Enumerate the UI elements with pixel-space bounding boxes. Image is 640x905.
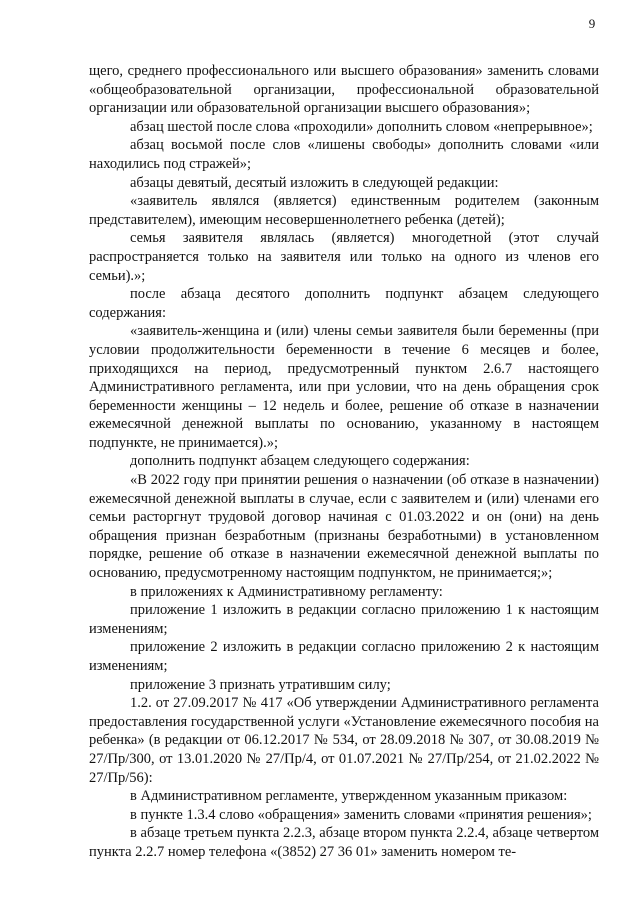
paragraph: дополнить подпункт абзацем следующего содержания: (130, 453, 470, 470)
paragraph: в абзаце третьем пункта 2.2.3, абзаце втором пункта 2.2.4, абзаце четвертом пункта 2.2.7 номер телефона «(3852) 27 36 01» заменить номером те- (89, 825, 599, 860)
paragraph: «В 2022 году при принятии решения о назначении (об отказе в назначении) ежемесячной денежной выплаты в случае, если с заявителем и (или) членами его семьи расторгнут трудовой договор начиная с 01.03.2022 и он (они) на день обращения признан безработным (признаны безработными) в установленном порядке, решение об отказе в назначении ежемесячной денежной выплаты по основанию, предусмотренному настоящим подпунктом, не принимается;»; (89, 472, 599, 582)
paragraph: в приложениях к Административному регламенту: (130, 583, 443, 600)
paragraph: 1.2. от 27.09.2017 № 417 «Об утверждении Административного регламента предоставления государственной услуги «Установление ежемесячного пособия на ребенка» (в редакции от 06.12.2017 № 534, от 28.09.2018 № 307, от 30.08.2019 № 27/Пр/300, от 13.01.2020 № 27/Пр/4, от 01.07.2021 № 27/Пр/254, от 21.02.2022 № 27/Пр/56): (89, 695, 599, 786)
paragraph: «заявитель-женщина и (или) члены семьи заявителя были беременны (при условии продолжительности беременности в течение 6 месяцев и более, приходящихся на период, предусмотренный пунктом 2.6.7 настоящего Административного регламента, или при условии, что на день обращения срок беременности женщины – 12 недель и более, решение об отказе в назначении ежемесячной денежной выплаты по основанию, указанному в настоящем подпункте, не принимается).»; (89, 323, 599, 451)
paragraph: семья заявителя являлась (является) многодетной (этот случай распространяется только на заявителя или только на одного из членов его семьи).»; (89, 230, 599, 284)
paragraph: абзац восьмой после слов «лишены свободы» дополнить словами «или находились под стражей»; (89, 137, 599, 172)
paragraph: «заявитель являлся (является) единственным родителем (законным представителем), имеющим несовершеннолетнего ребенка (детей); (89, 193, 599, 228)
page-number: 9 (588, 16, 596, 31)
paragraph: в Административном регламенте, утвержденном указанным приказом: (130, 788, 568, 805)
paragraph: абзацы девятый, десятый изложить в следующей редакции: (130, 174, 499, 191)
paragraph: щего, среднего профессионального или высшего образования» заменить словами «общеобразовательной организации, профессиональной образовательной организации или образовательной организации высшего образования»; (89, 63, 599, 117)
paragraph: приложение 2 изложить в редакции согласно приложению 2 к настоящим изменениям; (89, 639, 599, 674)
paragraph: в пункте 1.3.4 слово «обращения» заменить словами «принятия решения»; (130, 806, 592, 823)
paragraph: после абзаца десятого дополнить подпункт абзацем следующего содержания: (89, 286, 599, 321)
document-body (89, 62, 599, 862)
paragraph: приложение 1 изложить в редакции согласно приложению 1 к настоящим изменениям; (89, 602, 599, 637)
paragraph: приложение 3 признать утратившим силу; (130, 676, 391, 693)
paragraph: абзац шестой после слова «проходили» дополнить словом «непрерывное»; (130, 118, 593, 135)
